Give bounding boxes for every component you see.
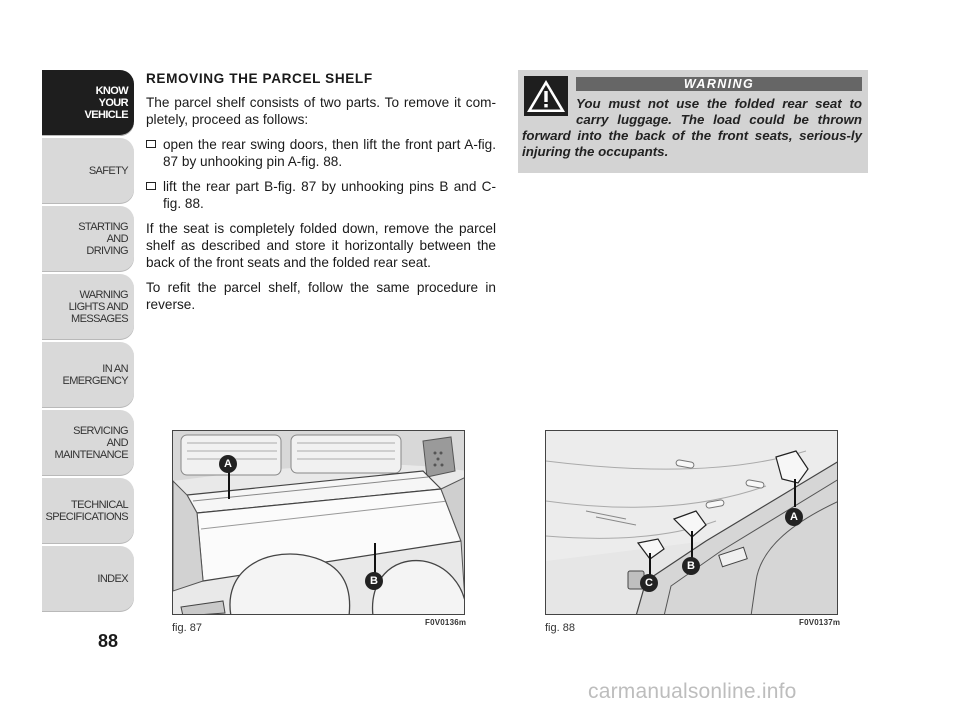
figure-87-caption: fig. 87	[172, 622, 202, 634]
figure-87-callout-b: B	[365, 572, 383, 590]
figure-88-code: F0V0137m	[799, 618, 841, 627]
figure-87-callout-a: A	[219, 455, 237, 473]
checkbox-bullet-icon	[146, 182, 156, 190]
tab-emergency[interactable]: IN AN EMERGENCY	[42, 342, 134, 408]
tab-servicing[interactable]: SERVICING AND MAINTENANCE	[42, 410, 134, 476]
intro-paragraph: The parcel shelf consists of two parts. To remove it com-pletely, proceed as follows:	[146, 95, 496, 127]
figure-88-callout-a: A	[785, 508, 803, 526]
watermark: carmanualsonline.info	[588, 680, 797, 703]
figure-88-caption: fig. 88	[545, 622, 575, 634]
bullet-text: lift the rear part B-fig. 87 by unhooking pins B and C-fig. 88.	[163, 179, 496, 211]
bullet-text: open the rear swing doors, then lift the front part A-fig. 87 by unhooking pin A-fig. 88.	[163, 137, 496, 169]
warning-box	[518, 70, 868, 173]
tab-technical-specifications[interactable]: TECHNICAL SPECIFICATIONS	[42, 478, 134, 544]
tab-know-your-vehicle[interactable]: KNOW YOUR VEHICLE	[42, 70, 134, 136]
main-text-column	[146, 70, 496, 321]
refit-paragraph: To refit the parcel shelf, follow the same procedure in reverse.	[146, 280, 496, 312]
warning-text: You must not use the folded rear seat to carry luggage. The load could be thrown forward into the back of the front seats, serious-ly injuring the occupants.	[522, 96, 862, 159]
figure-87-code: F0V0136m	[425, 618, 467, 627]
tab-warning-lights[interactable]: WARNING LIGHTS AND MESSAGES	[42, 274, 134, 340]
bullet-item	[146, 136, 496, 170]
storage-paragraph: If the seat is completely folded down, remove the parcel shelf as described and store it horizontally between the back of the front seats and the folded rear seat.	[146, 221, 496, 270]
section-heading: REMOVING THE PARCEL SHELF	[146, 71, 373, 86]
tab-starting-and-driving[interactable]: STARTING AND DRIVING	[42, 206, 134, 272]
bullet-item	[146, 178, 496, 212]
page-number: 88	[98, 631, 119, 651]
tab-safety[interactable]: SAFETY	[42, 138, 134, 204]
figure-88-callout-b: B	[682, 557, 700, 575]
warning-title: WARNING	[576, 77, 862, 91]
tab-index[interactable]: INDEX	[42, 546, 134, 612]
checkbox-bullet-icon	[146, 140, 156, 148]
figure-87-illustration	[172, 430, 465, 615]
figure-88-callout-c: C	[640, 574, 658, 592]
